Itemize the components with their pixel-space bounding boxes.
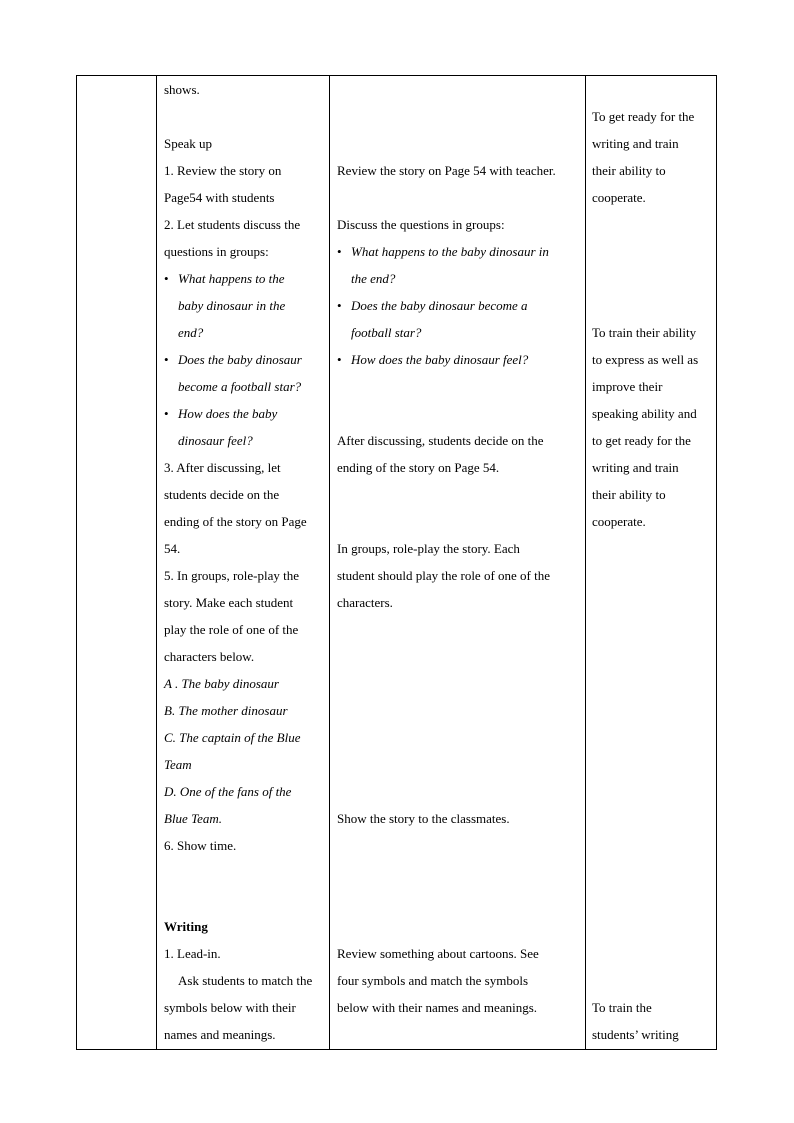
section-speak-up: Speak up — [164, 136, 213, 151]
character-option: D. One of the fans of the — [164, 784, 292, 799]
text-line: After discussing, students decide on the — [337, 433, 544, 448]
text-line: end? — [178, 325, 204, 340]
teacher-activity-column — [164, 76, 324, 1048]
text-line: Review the story on Page 54 with teacher. — [337, 163, 556, 178]
text-line: Blue Team. — [164, 811, 223, 826]
text-line: Ask students to match the — [178, 973, 313, 988]
text-line: ending of the story on Page — [164, 514, 307, 529]
text-line: names and meanings. — [164, 1027, 276, 1042]
student-activity-column — [337, 76, 577, 1021]
text-line: shows. — [164, 82, 200, 97]
text-line: 54. — [164, 541, 181, 556]
text-line: Show the story to the classmates. — [337, 811, 510, 826]
text-line: 5. In groups, role-play the — [164, 568, 300, 583]
text-line: 1. Review the story on — [164, 163, 282, 178]
bullet-question: • How does the baby dinosaur feel? — [337, 346, 577, 373]
text-line: to express as well as — [592, 352, 699, 367]
text-line: their ability to — [592, 163, 666, 178]
text-line: To train the — [592, 1000, 652, 1015]
text-line: writing and train — [592, 136, 679, 151]
text-line: cooperate. — [592, 190, 646, 205]
text-line: Discuss the questions in groups: — [337, 217, 505, 232]
text-line: their ability to — [592, 487, 666, 502]
section-writing: Writing — [164, 919, 208, 934]
bullet-question: • What happens to the baby dinosaur in — [337, 238, 577, 265]
text-line: characters below. — [164, 649, 255, 664]
text-line: to get ready for the — [592, 433, 691, 448]
text-line: In groups, role-play the story. Each — [337, 541, 520, 556]
text-line: To get ready for the — [592, 109, 695, 124]
text-line: below with their names and meanings. — [337, 1000, 538, 1015]
text-line: play the role of one of the — [164, 622, 299, 637]
text-line: dinosaur feel? — [178, 433, 253, 448]
text-line: writing and train — [592, 460, 679, 475]
text-line: football star? — [351, 325, 422, 340]
column-divider-2 — [329, 76, 330, 1049]
text-line: speaking ability and — [592, 406, 697, 421]
text-line: characters. — [337, 595, 393, 610]
character-option: A . The baby dinosaur — [164, 676, 279, 691]
text-line: four symbols and match the symbols — [337, 973, 529, 988]
text-line: questions in groups: — [164, 244, 269, 259]
text-line: Team — [164, 757, 192, 772]
text-line: 1. Lead-in. — [164, 946, 221, 961]
character-option: C. The captain of the Blue — [164, 730, 301, 745]
text-line: student should play the role of one of the — [337, 568, 551, 583]
bullet-question: • Does the baby dinosaur become a — [337, 292, 577, 319]
text-line: Review something about cartoons. See — [337, 946, 539, 961]
bullet-question: • Does the baby dinosaur — [164, 346, 324, 373]
bullet-question: • How does the baby — [164, 400, 324, 427]
bullet-question: • What happens to the — [164, 265, 324, 292]
text-line: 6. Show time. — [164, 838, 237, 853]
text-line: students decide on the — [164, 487, 280, 502]
text-line: become a football star? — [178, 379, 302, 394]
text-line: To train their ability — [592, 325, 697, 340]
text-line: cooperate. — [592, 514, 646, 529]
text-line: Page54 with students — [164, 190, 275, 205]
text-line: ending of the story on Page 54. — [337, 460, 500, 475]
text-line: 2. Let students discuss the — [164, 217, 301, 232]
text-line: 3. After discussing, let — [164, 460, 281, 475]
text-line: students’ writing — [592, 1027, 679, 1042]
text-line: baby dinosaur in the — [178, 298, 286, 313]
text-line: the end? — [351, 271, 396, 286]
text-line: story. Make each student — [164, 595, 294, 610]
column-divider-1 — [156, 76, 157, 1049]
column-divider-3 — [585, 76, 586, 1049]
text-line: symbols below with their — [164, 1000, 296, 1015]
lesson-table — [76, 75, 717, 1050]
text-line: improve their — [592, 379, 663, 394]
character-option: B. The mother dinosaur — [164, 703, 288, 718]
purpose-column — [592, 76, 714, 1048]
